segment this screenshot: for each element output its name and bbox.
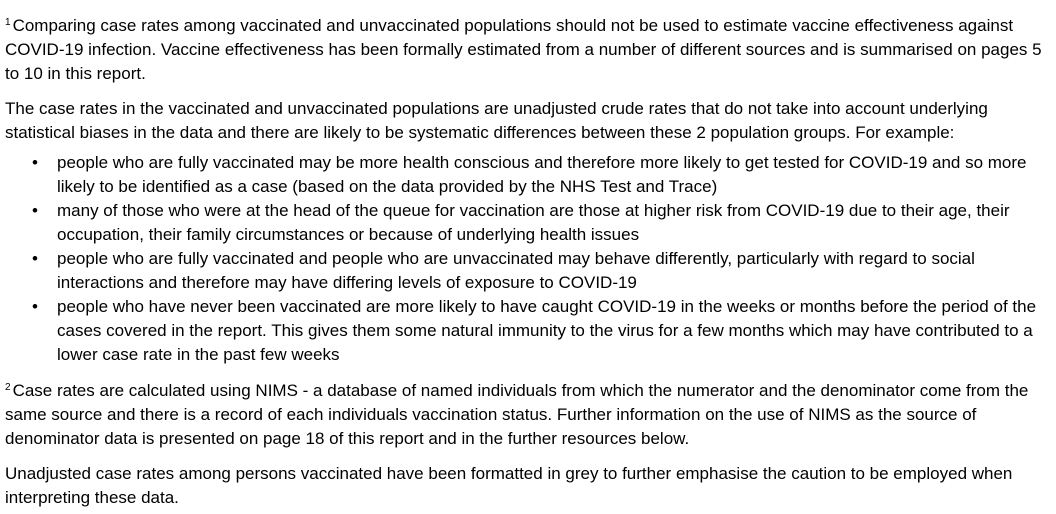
bullet-icon: • <box>32 249 38 268</box>
list-item-text: people who are fully vaccinated and people who are unvaccinated may behave differently, particularly with regard to social interactions and therefore may have differing levels of exposure to COVID-19 <box>57 249 975 292</box>
bullet-icon: • <box>32 153 38 172</box>
footnote-1 <box>5 14 1056 86</box>
list-item <box>5 295 1056 367</box>
bullet-icon: • <box>32 201 38 220</box>
bullet-icon: • <box>32 297 38 316</box>
footnote-2-marker: 2 <box>5 382 11 393</box>
list-item-text: people who are fully vaccinated may be more health conscious and therefore more likely to get tested for COVID-19 and so more likely to be identified as a case (based on the data provided by the NHS Test and Trace) <box>57 153 1027 196</box>
footnote-1-text: Comparing case rates among vaccinated and unvaccinated populations should not be used to estimate vaccine effectiveness against COVID-19 infection. Vaccine effectiveness has been formally estimated from a number of different sources and is summarised on pages 5 to 10 in this report. <box>5 16 1042 83</box>
list-item <box>5 247 1056 295</box>
list-item <box>5 151 1056 199</box>
bias-examples-list <box>5 151 1056 367</box>
footnote-2 <box>5 379 1056 451</box>
footnote-1-marker: 1 <box>5 17 11 28</box>
list-item-text: many of those who were at the head of the queue for vaccination are those at higher risk from COVID-19 due to their age, their occupation, their family circumstances or because of underlying health issues <box>57 201 1010 244</box>
list-item-text: people who have never been vaccinated are more likely to have caught COVID-19 in the weeks or months before the period of the cases covered in the report. This gives them some natural immunity to the virus for a few months which may have contributed to a lower case rate in the past few weeks <box>57 297 1037 364</box>
closing-paragraph: Unadjusted case rates among persons vaccinated have been formatted in grey to further emphasise the caution to be employed when interpreting these data. <box>5 464 1013 507</box>
footnote-2-text: Case rates are calculated using NIMS - a database of named individuals from which the numerator and the denominator come from the same source and there is a record of each individuals vaccination status. Further information on the use of NIMS as the source of denominator data is presented on page 18 of this report and in the further resources below. <box>5 381 1029 448</box>
list-item <box>5 199 1056 247</box>
intro-paragraph: The case rates in the vaccinated and unvaccinated populations are unadjusted crude rates that do not take into account underlying statistical biases in the data and there are likely to be systematic differences between these 2 population groups. For example: <box>5 99 988 142</box>
